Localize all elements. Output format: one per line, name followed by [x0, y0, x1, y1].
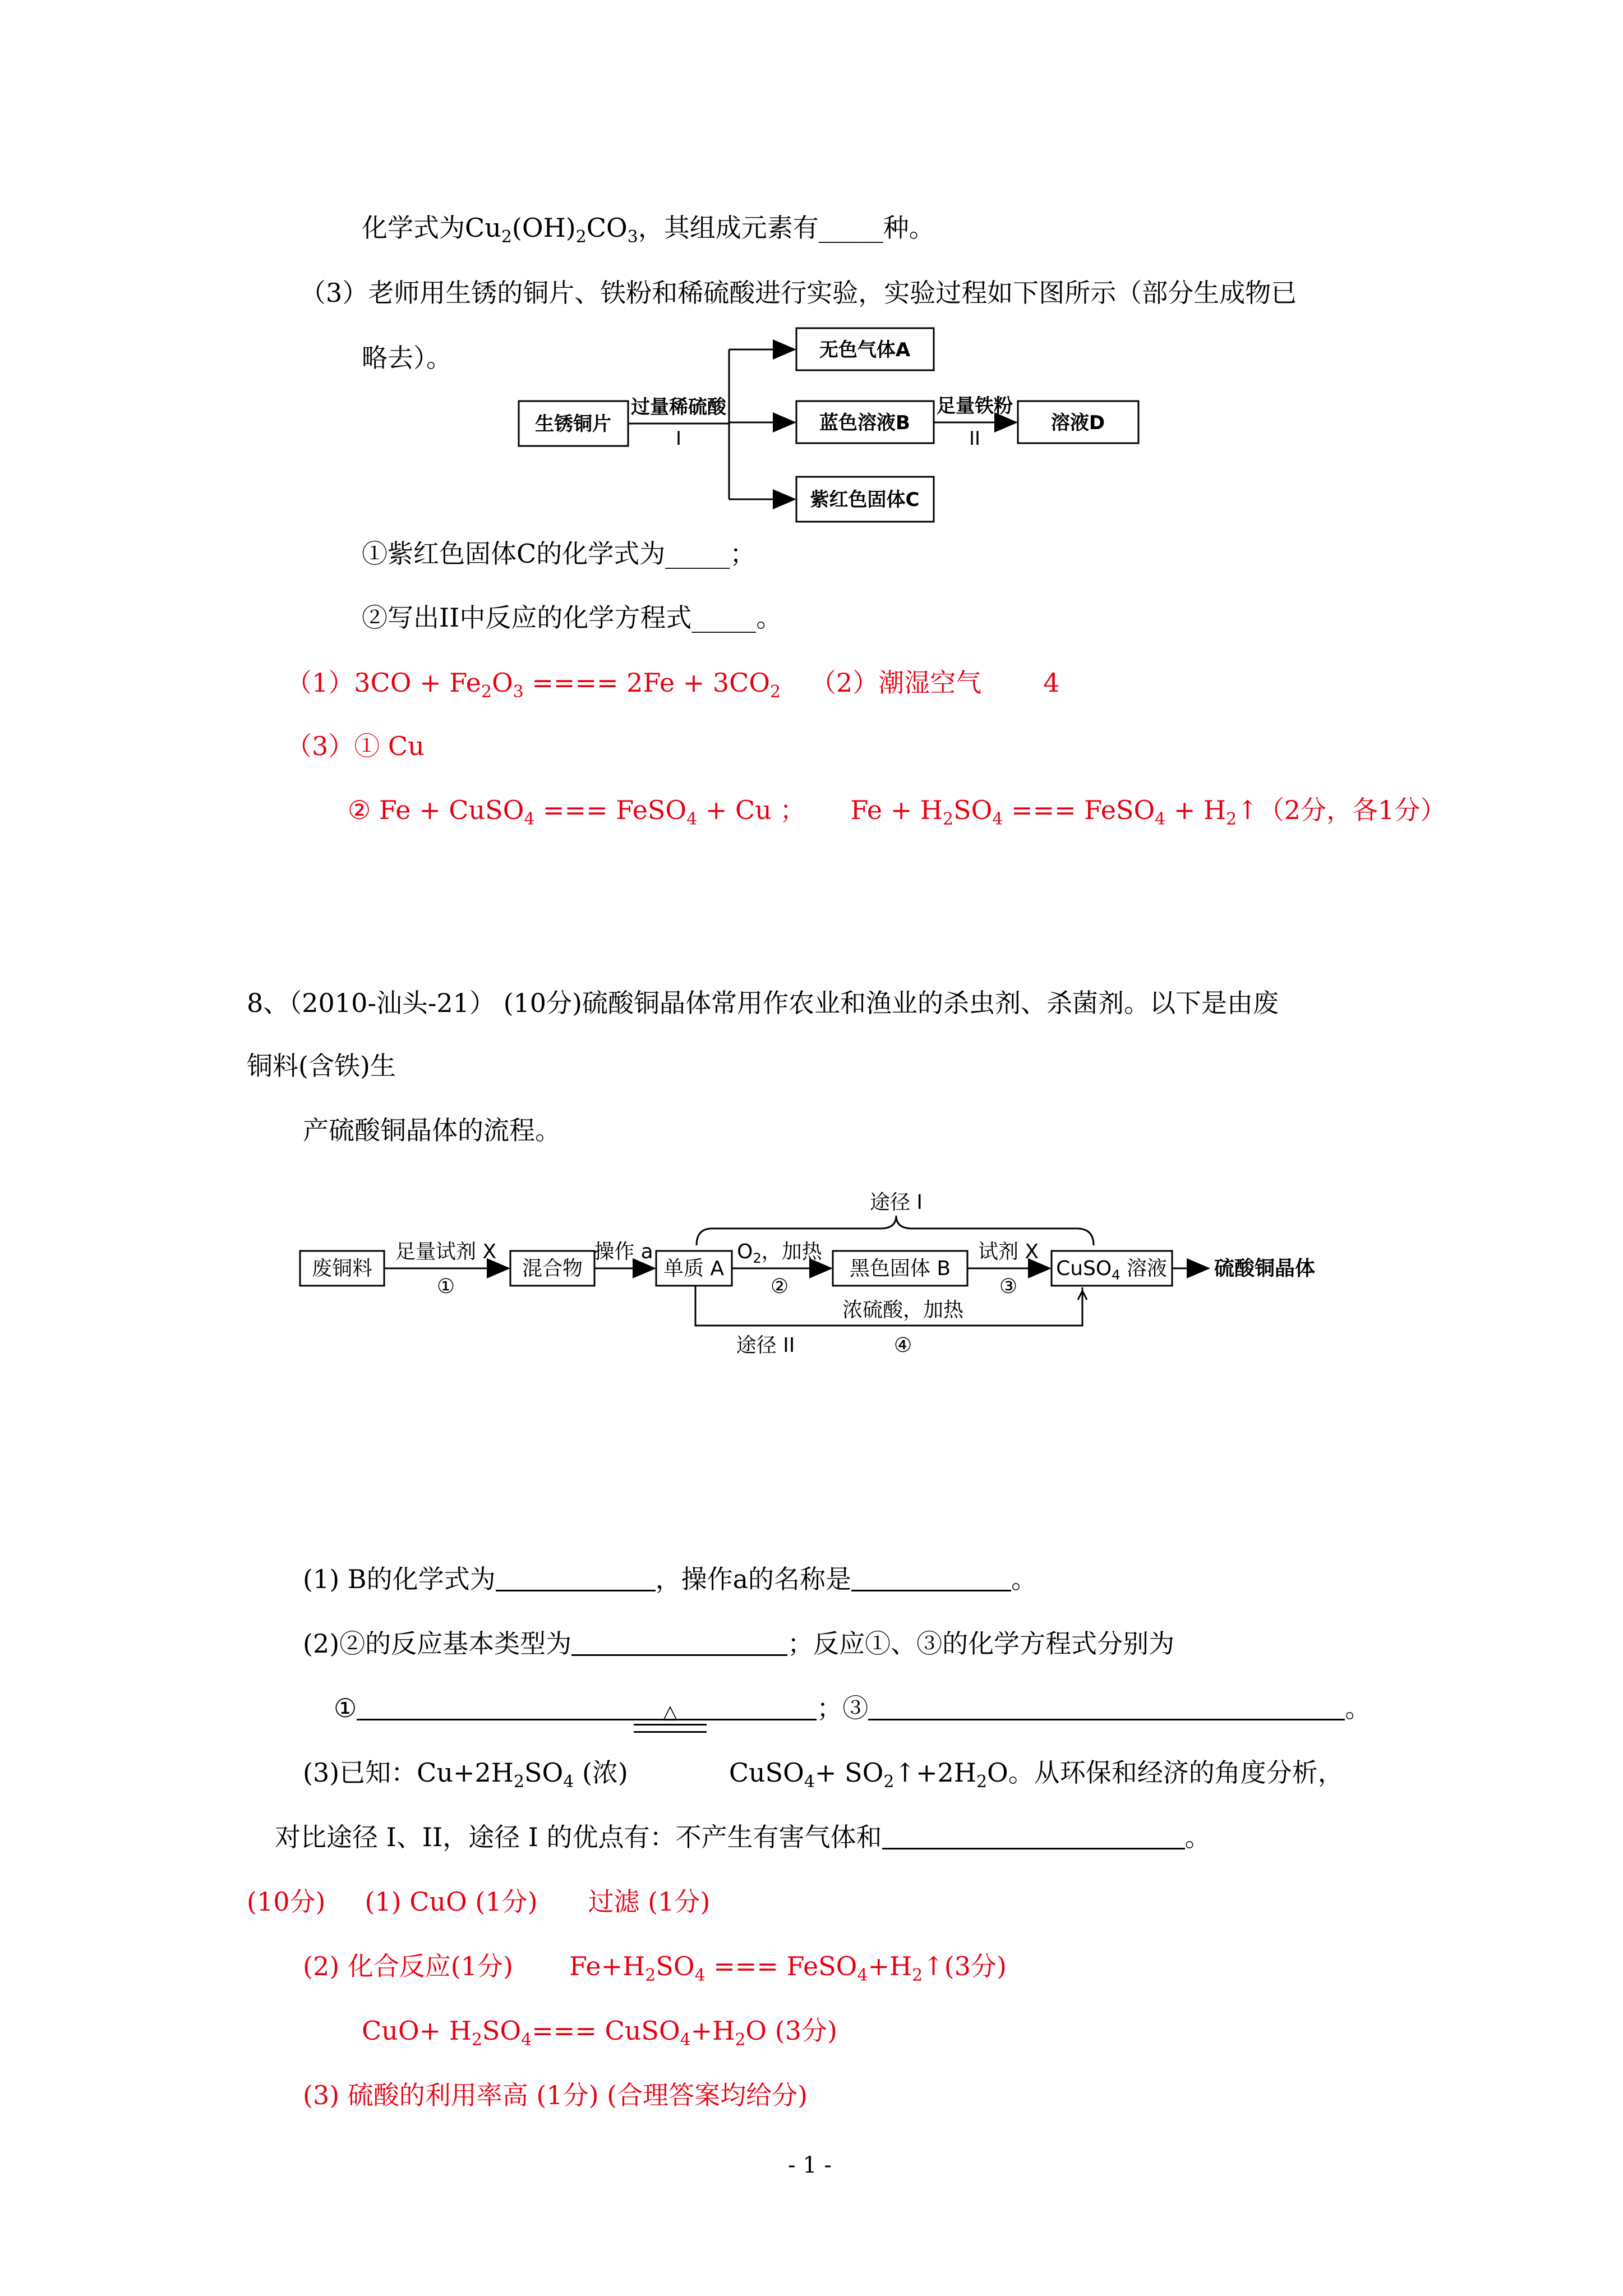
label-rusty-copper: 生锈铜片: [535, 413, 611, 435]
label-route-1: 途径 I: [869, 1191, 923, 1214]
page-number: - 1 -: [788, 2152, 832, 2178]
q8-answer-line-1: (10分) (1) CuO (1分) 过滤 (1分): [247, 1887, 711, 1917]
label-solid-c: 紫红色固体C: [810, 489, 920, 511]
label-acid: 过量稀硫酸: [631, 396, 726, 418]
blank-equation-1[interactable]: [357, 1695, 817, 1720]
answer-line-3-equations: ② Fe + CuSO$_4$ === FeSO$_4$ + Cu ； $Fe + H_2SO_4$ === FeSO$_4$ + $H_2↑(2$分，各1分）: [348, 795, 1446, 829]
blank-equation-3[interactable]: [868, 1695, 1345, 1720]
question-3-line1: （3）老师用生锈的铜片、铁粉和稀硫酸进行实验，实验过程如下图所示（部分生成物已: [300, 278, 1297, 308]
q8-answer-line-4: (3) 硫酸的利用率高 (1分) (合理答案均给分): [303, 2080, 808, 2110]
label-waste-copper: 废铜料: [311, 1257, 373, 1280]
label-conc-acid-heat: 浓硫酸，加热: [842, 1299, 964, 1322]
answer-line-1-part2: （2）潮湿空气 4: [810, 668, 1060, 698]
q8-title-line2: 铜料(含铁)生: [247, 1051, 396, 1081]
label-solution-b: 蓝色溶液B: [819, 412, 910, 434]
blank-formula-b[interactable]: [496, 1566, 656, 1591]
label-iron: 足量铁粉: [937, 395, 1013, 417]
label-oxygen-heat: $O_2$，加热: [737, 1240, 822, 1266]
q8-sub-question-2: (2)②的反应基本类型为 ；反应①、③的化学方程式分别为: [303, 1628, 1175, 1659]
q8-answer-line-2: (2) 化合反应(1分) $Fe+H_2SO_4$ === $FeSO_4+H_2↑(3$分): [303, 1951, 1007, 1985]
answer-line-1: $(1)3CO + Fe_2O_3$ ==== $2Fe + 3CO_2$: [286, 668, 781, 702]
q8-title-line3: 产硫酸铜晶体的流程。: [303, 1115, 561, 1145]
label-step-4: ④: [893, 1334, 912, 1357]
q8-sub-question-1: (1) B的化学式为 ，操作a的名称是 。: [303, 1564, 1038, 1594]
label-step-3: ③: [999, 1275, 1018, 1298]
q8-answer-line-3: $CuO+ H_2SO_4===$ $CuSO_4+H_2O$ (3分): [362, 2016, 837, 2050]
label-black-solid-b: 黑色固体 B: [849, 1257, 951, 1280]
flow-diagram-rusty-copper: [516, 323, 1144, 530]
q8-sub-question-3: (3)已知：$Cu+2H_2SO_4$ (浓) CuSO$_4$+ $SO_2↑+2H_2O$。从环保和经济的角度分析，: [303, 1757, 1344, 1792]
formula-line: 化学式为$Cu_2(OH)_2CO_3$，其组成元素有_____种。: [362, 213, 935, 247]
blank-reaction-type[interactable]: [571, 1631, 787, 1656]
q8-sub-question-2-equations: ① ；③ 。: [334, 1693, 1371, 1723]
answer-line-3: （3）① Cu: [286, 731, 425, 761]
label-solution-d: 溶液D: [1050, 412, 1105, 434]
q8-sub-question-3-line2: 对比途径 I、II，途径 I 的优点有：不产生有害气体和 。: [275, 1822, 1211, 1852]
label-element-a: 单质 A: [663, 1257, 725, 1280]
label-step-i: I: [675, 427, 682, 450]
q8-title-line1: 8、（2010-汕头-21） (10分)硫酸铜晶体常用作农业和渔业的杀虫剂、杀菌剂。以下是由废: [247, 988, 1279, 1018]
label-reagent-x-2: 试剂 X: [978, 1240, 1039, 1263]
label-cuso4-solution: CuSO$_4$ 溶液: [1056, 1257, 1167, 1283]
question-3-line2: 略去）。: [362, 343, 452, 373]
label-step-1: ①: [436, 1275, 455, 1298]
label-gas-a: 无色气体A: [819, 339, 911, 361]
label-mixture: 混合物: [522, 1257, 583, 1280]
sub-question-2: ②写出II中反应的化学方程式_____。: [362, 602, 782, 633]
sub-question-1: ①紫红色固体C的化学式为_____；: [362, 539, 756, 569]
label-step-2: ②: [770, 1275, 789, 1298]
label-copper-sulfate-crystal: 硫酸铜晶体: [1214, 1257, 1316, 1280]
label-reagent-x: 足量试剂 X: [395, 1240, 497, 1263]
blank-advantage[interactable]: [882, 1824, 1185, 1849]
blank-operation-a[interactable]: [851, 1566, 1011, 1591]
flow-diagram-copper-sulfate: [297, 1181, 1335, 1372]
label-step-ii: II: [969, 427, 981, 450]
label-operation-a: 操作 a: [594, 1240, 653, 1263]
reaction-condition-delta: △: [634, 1703, 707, 1733]
label-route-2: 途径 II: [736, 1334, 795, 1357]
